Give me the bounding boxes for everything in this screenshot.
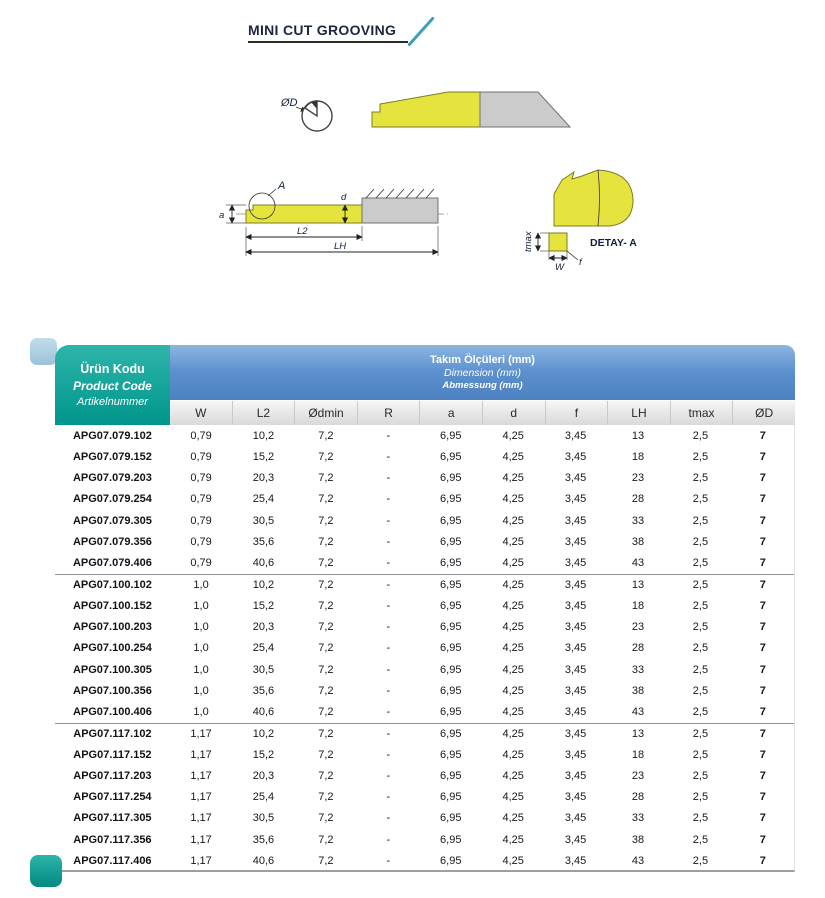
value-cell: 0,79 [190,429,212,442]
dimension-header-en: Dimension (mm) [443,367,521,379]
dim-d-label: d [341,192,347,203]
column-header-f: f [546,401,609,425]
value-cell: 3,45 [564,642,587,655]
value-cell: 4,25 [502,557,524,570]
value-cell: 7 [759,535,766,548]
value-cell: 40,6 [252,706,275,719]
value-cell: 2,5 [692,706,709,719]
value-cell: 7,2 [318,727,334,740]
value-cell: 13 [631,578,645,591]
value-cell: 1,17 [190,854,212,867]
column-header-a: a [420,401,483,425]
insert-cross-section [549,233,567,251]
value-cell: 6,95 [440,514,462,527]
value-cell: 10,2 [252,727,275,740]
table-row [55,531,794,552]
value-cell: 20,3 [252,472,275,485]
value-cell: - [386,854,391,867]
value-cell: 25,4 [252,642,275,655]
value-cell: 3,45 [564,706,587,719]
value-cell: 3,45 [564,663,587,676]
value-cell: - [386,535,391,548]
value-cell: 6,95 [440,812,462,825]
value-cell: 2,5 [692,493,709,506]
value-cell: 6,95 [440,854,462,867]
value-cell: 4,25 [502,684,524,697]
value-cell: 33 [631,663,645,676]
product-code-cell: APG07.079.102 [72,429,152,442]
value-cell: 7,2 [318,493,334,506]
product-code-cell: APG07.100.102 [72,578,152,591]
value-cell: 7 [759,684,766,697]
value-cell: 6,95 [440,833,462,846]
value-cell: 3,45 [564,769,587,782]
value-cell: 3,45 [564,812,587,825]
table-row [55,808,794,829]
value-cell: 2,5 [692,833,709,846]
product-code-cell: APG07.100.152 [72,599,152,612]
value-cell: 2,5 [692,557,709,570]
value-cell: 3,45 [564,833,587,846]
value-cell: - [386,833,391,846]
product-code-cell: APG07.117.203 [73,769,152,782]
product-code-cell: APG07.100.356 [72,684,152,697]
od-label: ØD [281,97,298,109]
value-cell: - [386,493,391,506]
tool-dimension-diagram [219,180,448,256]
table-row [55,787,794,808]
value-cell: 20,3 [252,621,275,634]
dimension-header-tr: Takım Ölçüleri (mm) [430,354,535,366]
column-header-w: W [170,401,233,425]
value-cell: 25,4 [252,791,275,804]
column-header-l2: L2 [233,401,296,425]
value-cell: 6,95 [440,472,462,485]
value-cell: 7,2 [318,514,334,527]
value-cell: 18 [631,599,645,612]
value-cell: 23 [631,472,645,485]
table-row [55,425,794,446]
value-cell: 1,0 [193,621,209,634]
product-code-cell: APG07.079.254 [72,493,152,506]
value-cell: 1,17 [190,812,212,825]
value-cell: 25,4 [252,493,275,506]
value-cell: - [386,791,391,804]
value-cell: 7 [759,748,766,761]
value-cell: 43 [631,706,645,719]
value-cell: 2,5 [692,599,709,612]
value-cell: 4,25 [502,663,524,676]
value-cell: 3,45 [564,599,587,612]
value-cell: 20,3 [252,769,275,782]
value-cell: - [386,514,391,527]
value-cell: 7,2 [318,578,334,591]
value-cell: 7 [759,663,766,676]
value-cell: 3,45 [564,748,587,761]
value-cell: - [386,578,391,591]
code-header-de: Artikelnummer [77,396,148,408]
value-cell: 2,5 [692,450,709,463]
value-cell: 35,6 [252,684,275,697]
value-cell: 2,5 [692,769,709,782]
value-cell: 6,95 [440,791,462,804]
product-code-cell: APG07.079.152 [72,450,152,463]
value-cell: 18 [631,748,645,761]
value-cell: 7,2 [318,706,334,719]
value-cell: 3,45 [564,621,587,634]
value-cell: 3,45 [564,472,587,485]
table-row [55,553,794,574]
value-cell: 7 [759,791,766,804]
value-cell: 7 [759,769,766,782]
value-cell: 2,5 [692,429,709,442]
product-code-header [55,345,170,425]
value-cell: 4,25 [502,578,524,591]
product-code-cell: APG07.117.305 [73,812,152,825]
value-cell: 35,6 [252,535,275,548]
value-cell: 23 [631,769,645,782]
value-cell: 1,0 [193,684,209,697]
value-cell: - [386,557,391,570]
value-cell: 4,25 [502,791,524,804]
value-cell: 7,2 [318,854,334,867]
value-cell: 4,25 [502,493,524,506]
value-cell: 40,6 [252,854,275,867]
value-cell: 1,0 [193,706,209,719]
value-cell: 4,25 [502,514,524,527]
value-cell: 1,0 [193,642,209,655]
value-cell: 2,5 [692,621,709,634]
value-cell: 3,45 [564,727,587,740]
value-cell: - [386,450,391,463]
value-cell: 7,2 [318,599,334,612]
column-header-row [170,400,795,425]
value-cell: 0,79 [190,493,212,506]
value-cell: 15,2 [252,748,275,761]
value-cell: 40,6 [252,557,275,570]
value-cell: 2,5 [692,812,709,825]
dim-lh-label: LH [334,241,347,252]
value-cell: 2,5 [692,642,709,655]
value-cell: 33 [631,812,645,825]
table-row [55,574,794,595]
value-cell: 15,2 [252,450,275,463]
value-cell: 4,25 [502,854,524,867]
value-cell: 7 [759,854,766,867]
tool-shank-gray-2 [362,198,438,223]
product-code-cell: APG07.117.254 [73,791,152,804]
table-row [55,510,794,531]
value-cell: 18 [631,450,645,463]
value-cell: 6,95 [440,642,462,655]
table-row [55,701,794,722]
code-header-tr: Ürün Kodu [80,362,145,376]
value-cell: 7,2 [318,450,334,463]
value-cell: 4,25 [502,727,524,740]
value-cell: - [386,599,391,612]
value-cell: 30,5 [252,663,275,676]
tool-side-view-diagram [280,92,570,131]
table-row [55,850,794,871]
product-code-cell: APG07.079.203 [72,472,152,485]
dim-w-label: W [555,262,564,273]
product-table [55,345,795,872]
value-cell: 2,5 [692,472,709,485]
value-cell: 4,25 [502,599,524,612]
value-cell: 2,5 [692,748,709,761]
value-cell: 3,45 [564,535,587,548]
value-cell: 6,95 [440,557,462,570]
table-row [55,616,794,637]
corner-tab-bottom [30,855,62,887]
value-cell: 7,2 [318,472,334,485]
product-code-cell: APG07.100.305 [72,663,152,676]
value-cell: 15,2 [252,599,275,612]
dim-f-label: f [579,257,582,268]
value-cell: 7 [759,727,766,740]
value-cell: 7 [759,578,766,591]
value-cell: - [386,621,391,634]
value-cell: 10,2 [252,429,275,442]
value-cell: 30,5 [252,514,275,527]
value-cell: 13 [631,429,645,442]
value-cell: 7 [759,472,766,485]
value-cell: 7 [759,450,766,463]
value-cell: 2,5 [692,791,709,804]
table-row [55,659,794,680]
value-cell: 7 [759,642,766,655]
table-row [55,765,794,786]
value-cell: 4,25 [502,621,524,634]
value-cell: 6,95 [440,663,462,676]
table-row [55,595,794,616]
value-cell: - [386,706,391,719]
value-cell: 2,5 [692,514,709,527]
value-cell: 6,95 [440,621,462,634]
product-code-cell: APG07.100.254 [72,642,152,655]
value-cell: 28 [631,493,645,506]
value-cell: 6,95 [440,727,462,740]
value-cell: 1,0 [193,578,209,591]
product-code-cell: APG07.117.152 [73,748,152,761]
value-cell: 7 [759,599,766,612]
value-cell: 2,5 [692,684,709,697]
value-cell: 0,79 [190,472,212,485]
detail-a-caption: DETAY- A [590,237,637,249]
value-cell: 6,95 [440,429,462,442]
value-cell: 33 [631,514,645,527]
product-code-cell: APG07.079.305 [72,514,152,527]
column-header-tmax: tmax [671,401,734,425]
table-row [55,638,794,659]
value-cell: 1,0 [193,599,209,612]
value-cell: 0,79 [190,514,212,527]
value-cell: - [386,684,391,697]
value-cell: 3,45 [564,493,587,506]
value-cell: 23 [631,621,645,634]
value-cell: 7 [759,812,766,825]
value-cell: 4,25 [502,429,524,442]
value-cell: 6,95 [440,450,462,463]
value-cell: 1,17 [190,791,212,804]
dim-a-label: a [219,210,225,221]
product-code-cell: APG07.117.102 [73,727,152,740]
value-cell: 28 [631,791,645,804]
value-cell: 7 [759,557,766,570]
table-row [55,680,794,701]
column-header-r: R [358,401,421,425]
value-cell: 1,17 [190,833,212,846]
value-cell: 7 [759,833,766,846]
value-cell: 43 [631,854,645,867]
value-cell: 6,95 [440,748,462,761]
value-cell: 3,45 [564,854,587,867]
value-cell: 1,17 [190,769,212,782]
value-cell: 13 [631,727,645,740]
value-cell: 43 [631,557,645,570]
value-cell: 10,2 [252,578,275,591]
value-cell: 1,0 [193,663,209,676]
value-cell: - [386,642,391,655]
dim-l2-label: L2 [297,226,308,237]
column-header-dmin: Ødmin [295,401,358,425]
value-cell: 2,5 [692,663,709,676]
value-cell: 3,45 [564,514,587,527]
table-row [55,723,794,744]
value-cell: 4,25 [502,535,524,548]
value-cell: 7,2 [318,557,334,570]
value-cell: 7,2 [318,769,334,782]
value-cell: 3,45 [564,450,587,463]
value-cell: - [386,812,391,825]
value-cell: 4,25 [502,706,524,719]
value-cell: 6,95 [440,599,462,612]
value-cell: - [386,429,391,442]
value-cell: 3,45 [564,429,587,442]
column-header-d: ØD [755,406,774,420]
value-cell: 35,6 [252,833,275,846]
value-cell: - [386,769,391,782]
tool-body-yellow [372,92,480,127]
dim-tmax-label: tmax [523,231,534,252]
table-row [55,829,794,850]
value-cell: 6,95 [440,684,462,697]
dimension-header-de: Abmessung (mm) [442,380,523,391]
product-code-cell: APG07.117.356 [73,833,152,846]
value-cell: 7,2 [318,642,334,655]
value-cell: 4,25 [502,450,524,463]
value-cell: 7,2 [318,663,334,676]
technical-drawings [0,0,825,310]
value-cell: 3,45 [564,578,587,591]
page-title: MINI CUT GROOVING [248,22,397,38]
value-cell: 7 [759,706,766,719]
value-cell: 7,2 [318,535,334,548]
value-cell: 6,95 [440,706,462,719]
table-row [55,489,794,510]
product-code-cell: APG07.100.203 [72,621,152,634]
value-cell: 4,25 [502,642,524,655]
value-cell: 7,2 [318,833,334,846]
value-cell: 2,5 [692,578,709,591]
value-cell: 7 [759,429,766,442]
value-cell: 0,79 [190,535,212,548]
value-cell: 6,95 [440,493,462,506]
value-cell: 7 [759,621,766,634]
value-cell: 7,2 [318,748,334,761]
value-cell: 7 [759,514,766,527]
code-header-en: Product Code [73,379,152,393]
value-cell: 1,17 [190,727,212,740]
value-cell: 1,17 [190,748,212,761]
value-cell: 7,2 [318,621,334,634]
value-cell: 0,79 [190,450,212,463]
value-cell: 7 [759,493,766,506]
corner-tab-top [30,338,57,365]
value-cell: 4,25 [502,769,524,782]
value-cell: 7,2 [318,812,334,825]
value-cell: 30,5 [252,812,275,825]
value-cell: 2,5 [692,535,709,548]
value-cell: 3,45 [564,791,587,804]
value-cell: 7,2 [318,429,334,442]
value-cell: - [386,727,391,740]
value-cell: 38 [631,684,645,697]
column-header-lh: LH [608,401,671,425]
table-row [55,744,794,765]
tool-shank-gray [480,92,570,127]
value-cell: 6,95 [440,769,462,782]
value-cell: 4,25 [502,812,524,825]
value-cell: 6,95 [440,535,462,548]
detail-ref-label: A [278,180,286,192]
value-cell: 2,5 [692,854,709,867]
value-cell: - [386,663,391,676]
product-code-cell: APG07.100.406 [72,706,152,719]
value-cell: 0,79 [190,557,212,570]
table-row [55,468,794,489]
value-cell: 28 [631,642,645,655]
column-header-d: d [483,401,546,425]
value-cell: - [386,472,391,485]
value-cell: 6,95 [440,578,462,591]
value-cell: 4,25 [502,748,524,761]
value-cell: 4,25 [502,833,524,846]
cutting-head-profile [554,170,633,226]
value-cell: 2,5 [692,727,709,740]
value-cell: - [386,748,391,761]
product-code-cell: APG07.079.356 [72,535,152,548]
value-cell: 3,45 [564,684,587,697]
value-cell: 7,2 [318,791,334,804]
value-cell: 38 [631,535,645,548]
product-code-cell: APG07.079.406 [72,557,152,570]
dimension-header [170,345,795,400]
value-cell: 38 [631,833,645,846]
table-row [55,446,794,467]
product-code-cell: APG07.117.406 [73,854,152,867]
detail-a-diagram [523,170,637,273]
value-cell: 3,45 [564,557,587,570]
table-body [55,425,795,872]
value-cell: 4,25 [502,472,524,485]
value-cell: 7,2 [318,684,334,697]
